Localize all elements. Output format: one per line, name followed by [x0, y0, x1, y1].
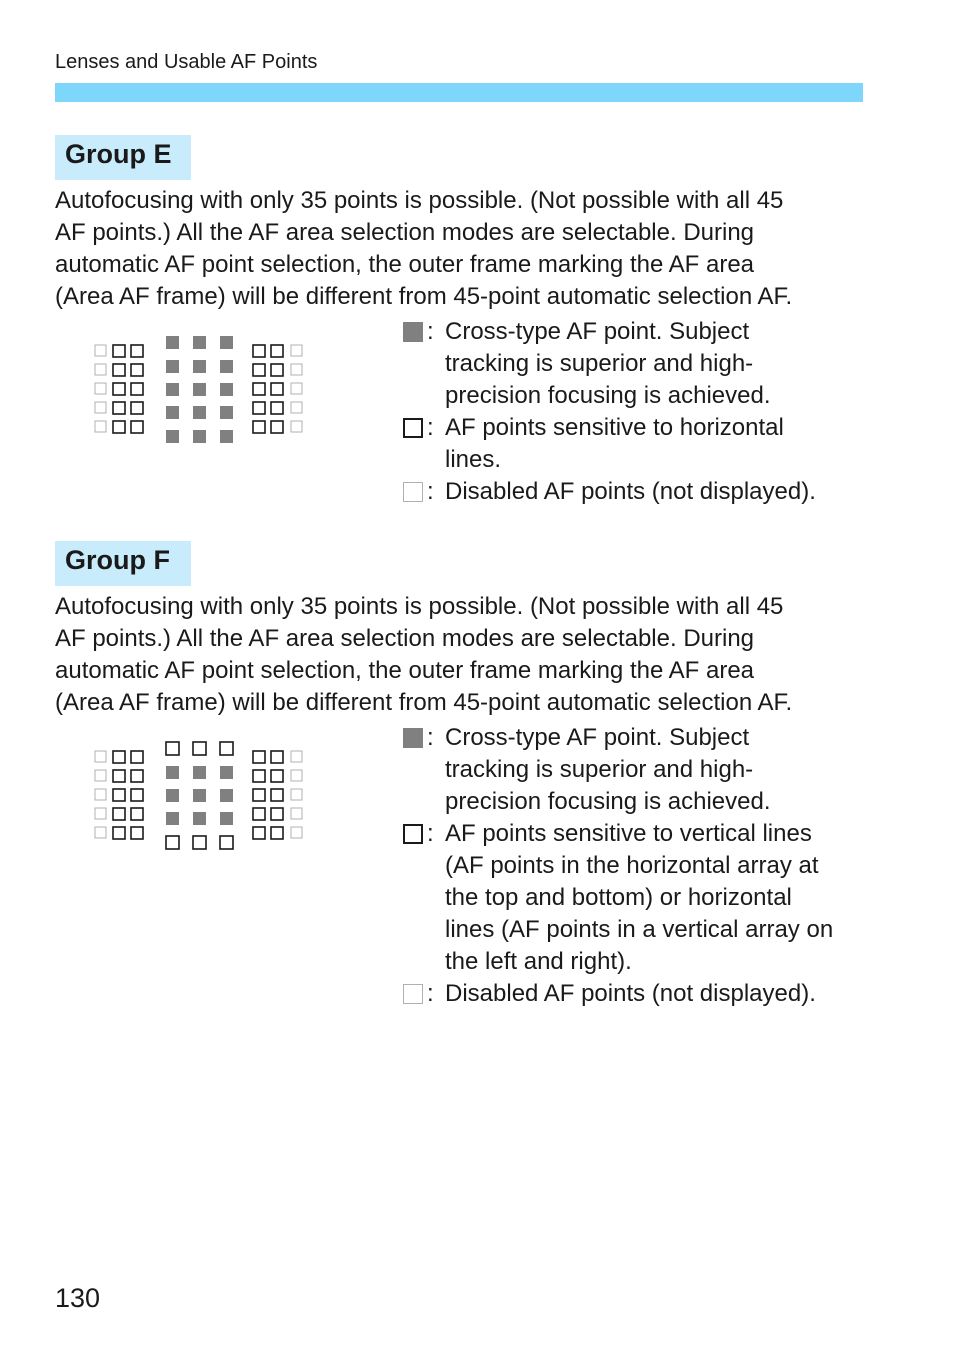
- horizontal-af-point: [131, 770, 143, 782]
- disabled-square-icon: [403, 984, 423, 1004]
- horizontal-af-point: [113, 770, 125, 782]
- cross-type-af-point: [193, 789, 206, 802]
- horizontal-af-point: [193, 742, 206, 755]
- legend-text: AF points sensitive to vertical lines (AF points in the horizontal array at the top and bottom) or horizontal lines (AF points in a vertical array on the left and right).: [445, 820, 834, 975]
- legend-item-disabled: [400, 978, 880, 1010]
- legend-text: AF points sensitive to horizontal lines.: [445, 414, 784, 473]
- group-f-heading: Group F: [55, 541, 191, 586]
- group-e-legend: [400, 316, 880, 508]
- horizontal-af-point: [131, 751, 143, 763]
- cross-type-af-point: [166, 406, 179, 419]
- horizontal-af-point: [271, 770, 283, 782]
- cross-type-af-point: [220, 766, 233, 779]
- disabled-af-point: [291, 402, 302, 413]
- horizontal-af-point: [220, 836, 233, 849]
- legend-colon: :: [427, 724, 434, 751]
- horizontal-af-point: [220, 742, 233, 755]
- cross-type-af-point: [166, 336, 179, 349]
- horizontal-af-point: [193, 836, 206, 849]
- legend-colon: :: [427, 980, 434, 1007]
- horizontal-af-point: [253, 383, 265, 395]
- cross-type-af-point: [220, 430, 233, 443]
- horizontal-af-point: [253, 421, 265, 433]
- horizontal-af-point: [271, 383, 283, 395]
- open-square-icon: [403, 418, 423, 438]
- open-square-icon: [403, 824, 423, 844]
- legend-colon: :: [427, 820, 434, 847]
- disabled-af-point: [291, 364, 302, 375]
- cross-type-af-point: [166, 383, 179, 396]
- horizontal-af-point: [166, 836, 179, 849]
- filled-square-icon: [403, 728, 423, 748]
- group-e-description: Autofocusing with only 35 points is possible. (Not possible with all 45 AF points.) All the AF area selection modes are selectable. During automatic AF point selection, the outer frame marking the AF area (Area AF frame) will be different from 45-point automatic selection AF.: [55, 187, 793, 310]
- cross-type-af-point: [220, 789, 233, 802]
- horizontal-af-point: [166, 742, 179, 755]
- cross-type-af-point: [166, 766, 179, 779]
- legend-colon: :: [427, 318, 434, 345]
- disabled-af-point: [291, 421, 302, 432]
- disabled-af-point: [95, 421, 106, 432]
- cross-type-af-point: [220, 812, 233, 825]
- horizontal-af-point: [271, 421, 283, 433]
- legend-text: Cross-type AF point. Subject tracking is superior and high- precision focusing is achieved.: [445, 318, 771, 409]
- group-f-description: Autofocusing with only 35 points is possible. (Not possible with all 45 AF points.) All the AF area selection modes are selectable. During automatic AF point selection, the outer frame marking the AF area (Area AF frame) will be different from 45-point automatic selection AF.: [55, 593, 793, 716]
- disabled-af-point: [95, 402, 106, 413]
- header-title: Lenses and Usable AF Points: [55, 51, 318, 73]
- legend-item-cross-type: [400, 316, 880, 412]
- disabled-af-point: [291, 751, 302, 762]
- disabled-af-point: [291, 789, 302, 800]
- legend-text: Cross-type AF point. Subject tracking is superior and high- precision focusing is achieved.: [445, 724, 771, 815]
- cross-type-af-point: [166, 430, 179, 443]
- horizontal-af-point: [253, 402, 265, 414]
- cross-type-af-point: [220, 336, 233, 349]
- legend-item-cross-type: [400, 722, 880, 818]
- horizontal-af-point: [253, 364, 265, 376]
- horizontal-af-point: [131, 402, 143, 414]
- disabled-af-point: [291, 808, 302, 819]
- horizontal-af-point: [131, 383, 143, 395]
- group-f-af-point-diagram: [90, 738, 312, 858]
- disabled-af-point: [95, 789, 106, 800]
- horizontal-af-point: [271, 751, 283, 763]
- horizontal-af-point: [131, 421, 143, 433]
- disabled-af-point: [291, 770, 302, 781]
- cross-type-af-point: [193, 336, 206, 349]
- horizontal-af-point: [271, 808, 283, 820]
- disabled-af-point: [291, 827, 302, 838]
- horizontal-af-point: [131, 345, 143, 357]
- disabled-square-icon: [403, 482, 423, 502]
- disabled-af-point: [95, 808, 106, 819]
- cross-type-af-point: [220, 383, 233, 396]
- legend-item-vertical-horizontal: [400, 818, 880, 978]
- horizontal-af-point: [253, 808, 265, 820]
- horizontal-af-point: [131, 808, 143, 820]
- horizontal-af-point: [271, 364, 283, 376]
- cross-type-af-point: [193, 812, 206, 825]
- horizontal-af-point: [131, 364, 143, 376]
- legend-item-horizontal: [400, 412, 880, 476]
- group-f-legend: [400, 722, 880, 1010]
- horizontal-af-point: [271, 789, 283, 801]
- cross-type-af-point: [193, 383, 206, 396]
- horizontal-af-point: [131, 827, 143, 839]
- cross-type-af-point: [220, 406, 233, 419]
- horizontal-af-point: [113, 751, 125, 763]
- horizontal-af-point: [113, 364, 125, 376]
- header-bar: [55, 83, 863, 102]
- horizontal-af-point: [271, 402, 283, 414]
- cross-type-af-point: [193, 406, 206, 419]
- horizontal-af-point: [253, 751, 265, 763]
- horizontal-af-point: [113, 808, 125, 820]
- legend-text: Disabled AF points (not displayed).: [445, 980, 816, 1007]
- horizontal-af-point: [113, 402, 125, 414]
- horizontal-af-point: [113, 345, 125, 357]
- group-e-heading: Group E: [55, 135, 191, 180]
- disabled-af-point: [95, 751, 106, 762]
- horizontal-af-point: [253, 827, 265, 839]
- disabled-af-point: [291, 383, 302, 394]
- horizontal-af-point: [253, 345, 265, 357]
- horizontal-af-point: [131, 789, 143, 801]
- horizontal-af-point: [253, 770, 265, 782]
- disabled-af-point: [291, 345, 302, 356]
- cross-type-af-point: [220, 360, 233, 373]
- horizontal-af-point: [113, 421, 125, 433]
- horizontal-af-point: [113, 789, 125, 801]
- legend-text: Disabled AF points (not displayed).: [445, 478, 816, 505]
- horizontal-af-point: [271, 827, 283, 839]
- page-number: 130: [55, 1283, 101, 1313]
- cross-type-af-point: [166, 812, 179, 825]
- cross-type-af-point: [193, 766, 206, 779]
- legend-item-disabled: [400, 476, 880, 508]
- cross-type-af-point: [193, 430, 206, 443]
- cross-type-af-point: [166, 789, 179, 802]
- disabled-af-point: [95, 827, 106, 838]
- horizontal-af-point: [253, 789, 265, 801]
- filled-square-icon: [403, 322, 423, 342]
- horizontal-af-point: [113, 383, 125, 395]
- legend-colon: :: [427, 414, 434, 441]
- cross-type-af-point: [166, 360, 179, 373]
- disabled-af-point: [95, 770, 106, 781]
- cross-type-af-point: [193, 360, 206, 373]
- disabled-af-point: [95, 345, 106, 356]
- legend-colon: :: [427, 478, 434, 505]
- horizontal-af-point: [113, 827, 125, 839]
- horizontal-af-point: [271, 345, 283, 357]
- disabled-af-point: [95, 364, 106, 375]
- disabled-af-point: [95, 383, 106, 394]
- group-e-af-point-diagram: [90, 332, 312, 452]
